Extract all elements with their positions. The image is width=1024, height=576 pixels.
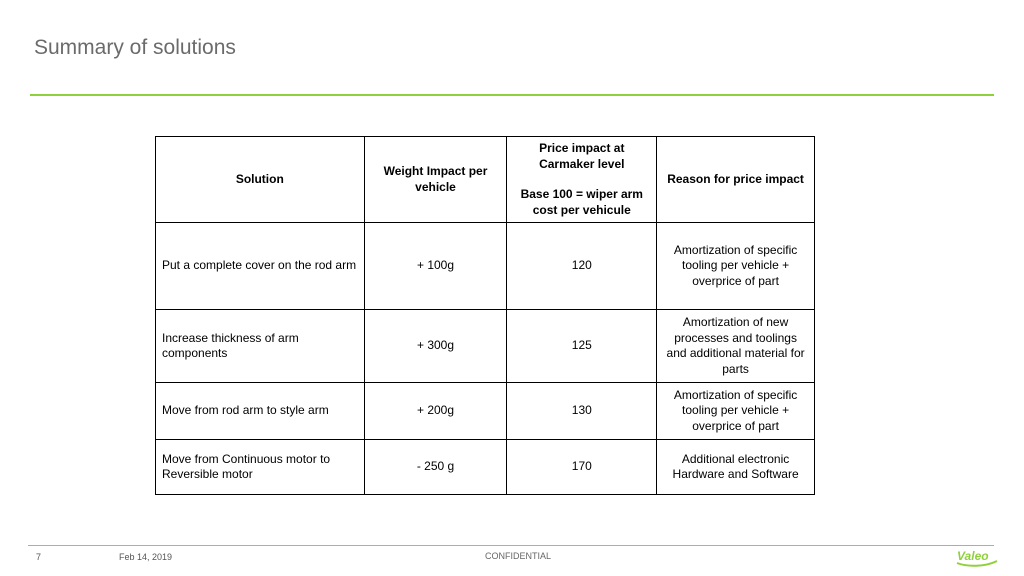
footer-divider — [28, 545, 994, 546]
slide-title: Summary of solutions — [34, 36, 236, 59]
cell-weight: - 250 g — [364, 440, 507, 495]
cell-reason: Amortization of specific tooling per vehicle + overprice of part — [657, 223, 815, 310]
header-price-base: Base 100 = wiper arm cost per vehicule — [520, 187, 643, 217]
title-divider — [30, 94, 994, 96]
cell-solution: Move from Continuous motor to Reversible motor — [156, 440, 365, 495]
logo-text: Valeo — [957, 549, 989, 563]
page-number: 7 — [36, 552, 42, 562]
table-header-row — [156, 137, 815, 223]
table-row — [156, 383, 815, 440]
table-row — [156, 440, 815, 495]
confidential-label: CONFIDENTIAL — [485, 551, 552, 561]
cell-reason: Amortization of new processes and toolings and additional material for parts — [657, 310, 815, 383]
table-row — [156, 223, 815, 310]
cell-price: 170 — [507, 440, 657, 495]
cell-price: 130 — [507, 383, 657, 440]
header-solution: Solution — [156, 137, 365, 223]
cell-weight: + 200g — [364, 383, 507, 440]
cell-reason: Additional electronic Hardware and Software — [657, 440, 815, 495]
cell-weight: + 100g — [364, 223, 507, 310]
header-weight: Weight Impact per vehicle — [364, 137, 507, 223]
header-price-title: Price impact at Carmaker level — [539, 141, 625, 171]
cell-solution: Put a complete cover on the rod arm — [156, 223, 365, 310]
cell-weight: + 300g — [364, 310, 507, 383]
header-reason: Reason for price impact — [657, 137, 815, 223]
footer-date: Feb 14, 2019 — [119, 552, 173, 562]
header-price — [507, 137, 657, 223]
cell-reason: Amortization of specific tooling per vehicle + overprice of part — [657, 383, 815, 440]
cell-price: 120 — [507, 223, 657, 310]
solutions-table — [155, 136, 815, 495]
cell-price: 125 — [507, 310, 657, 383]
table-row — [156, 310, 815, 383]
valeo-logo — [955, 546, 999, 568]
cell-solution: Increase thickness of arm components — [156, 310, 365, 383]
cell-solution: Move from rod arm to style arm — [156, 383, 365, 440]
